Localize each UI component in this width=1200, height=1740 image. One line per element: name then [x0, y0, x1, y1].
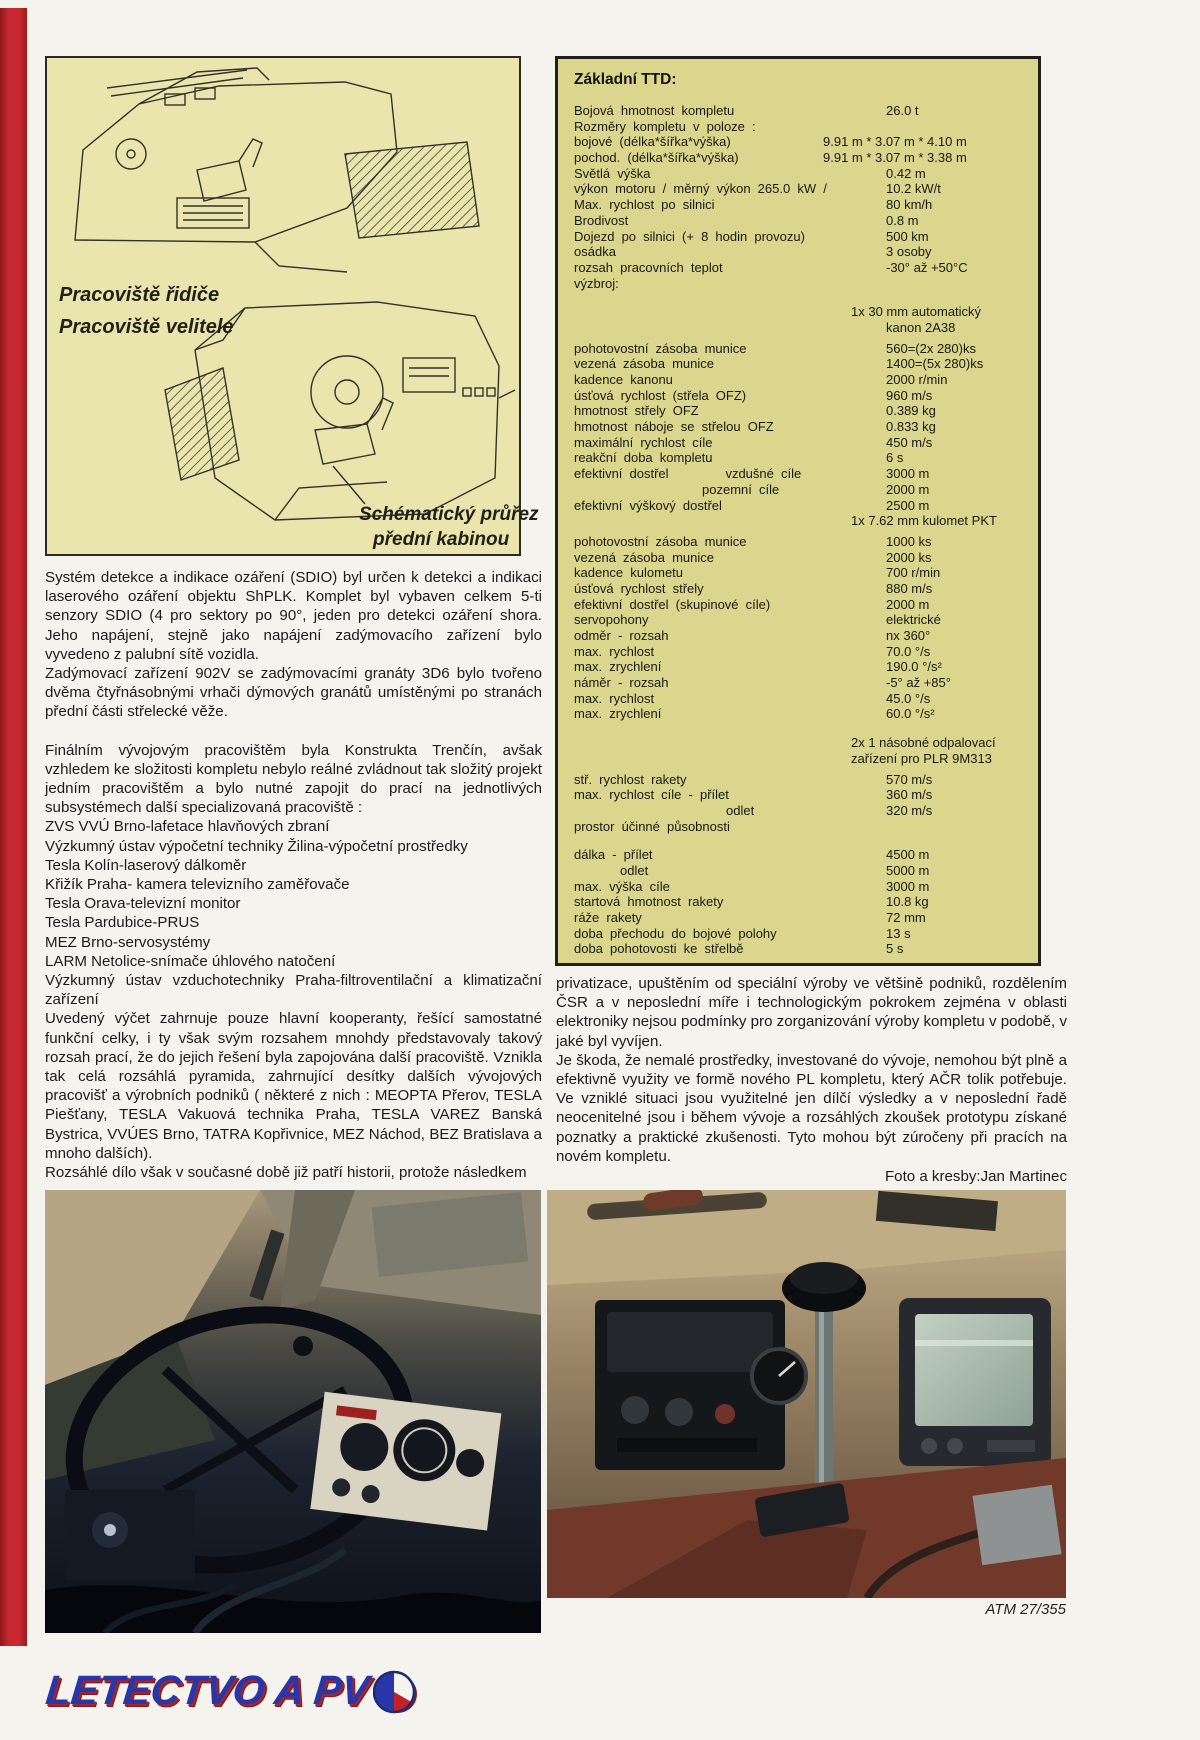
ttd-row: pochod. (délka*šířka*výška) 9.91 m * 3.07 m * 3.38 m: [574, 150, 967, 166]
ttd-row: osádka 3 osoby: [574, 244, 932, 260]
ttd-row: výzbroj:: [574, 275, 619, 291]
logo-text: LETECTVO A PV: [43, 1666, 372, 1713]
ttd-row: odlet 5000 m: [620, 862, 930, 878]
ttd-row: efektivní dostřel (skupinové cíle) 2000 m: [574, 596, 930, 612]
paragraph: Uvedený výčet zahrnuje pouze hlavní kooperanty, řešící samostatné funkční celky, i ty však svým rozsahem mnohdy představovaly takový rozsah prací, že do jejich řešení byla zapojována další pracoviště. Vznikla tak celá rozsáhlá pyramida, zahrnující desítky dalších vývojových pracovišť a výrobních podniků ( některé z nich : MEOPTA Přerov, TESLA Piešťany, TESLA Vakuová technika Praha, TESLA VAREZ Banská Bystrica, VVÚES Brno, TATRA Kopřivnice, MEZ Náchod, BEZ Bratislava a mnoho dalších).: [45, 1010, 542, 1162]
schematic-label-commander: Pracoviště velitele: [59, 316, 234, 338]
ttd-row: pohotovostní zásoba munice 1000 ks: [574, 533, 932, 549]
ttd-row: max. zrychlení 190.0 °/s²: [574, 659, 942, 675]
paragraph: Systém detekce a indikace ozáření (SDIO) byl určen k detekci a indikaci laserového ozáření objektu ShPLK. Komplet byl vybaven celkem 5-ti senzory SDIO (4 pro sektory po 90°, jeden pro detekci ozáření shora. Jeho napájení, stejně jako napájení zadýmovacího zařízení bylo vyvedeno z palubní sítě vozidla.: [45, 569, 542, 663]
schematic-panel: [45, 56, 539, 556]
ttd-row: max. rychlost 70.0 °/s: [574, 643, 931, 659]
ttd-row: úsťová rychlost (střela OFZ) 960 m/s: [574, 387, 933, 403]
ttd-row: úsťová rychlost střely 880 m/s: [574, 580, 933, 596]
ttd-row: prostor účinné působnosti: [574, 818, 730, 834]
photo-control-panels: [547, 1190, 1066, 1598]
ttd-row: pozemní cíle 2000 m: [702, 481, 930, 497]
ttd-rows: [574, 103, 1024, 957]
schematic-label-driver: Pracoviště řidiče: [59, 284, 220, 306]
ttd-row: Brodivost 0.8 m: [574, 212, 919, 228]
paragraph: LARM Netolice-snímače úhlového natočení: [45, 952, 336, 970]
ttd-row: vezená zásoba munice 2000 ks: [574, 549, 932, 565]
ttd-title: Základní TTD:: [574, 71, 677, 88]
right-column: [556, 974, 1067, 1186]
paragraph: Finálním vývojovým pracovištěm byla Konstrukta Trenčín, avšak vzhledem ke složitosti kompletu nebylo reálné zvládnout tak složitý projekt jedním pracovištěm a bylo nutné zapojit do prací na jednotlivých subsystémech další specializovaná pracoviště :: [45, 741, 542, 817]
ttd-row: Bojová hmotnost kompletu 26.0 t: [574, 103, 919, 118]
ttd-row: výkon motoru / měrný výkon 265.0 kW / 10.2 kW/t: [574, 181, 941, 197]
ttd-row: Světlá výška 0.42 m: [574, 165, 926, 181]
ttd-row: odlet 320 m/s: [726, 802, 933, 818]
paragraph: ZVS VVÚ Brno-lafetace hlavňových zbraní: [45, 818, 330, 836]
page-reference: ATM 27/355: [985, 1601, 1066, 1618]
paragraph: Výzkumný ústav výpočetní techniky Žilina-výpočetní prostředky: [45, 837, 468, 855]
ttd-row: zařízení pro PLR 9M313: [851, 750, 992, 766]
photo-credit: Foto a kresby:Jan Martinec: [884, 1168, 1067, 1186]
ttd-row: dálka - přílet 4500 m: [574, 847, 930, 863]
ttd-row: Max. rychlost po silnici 80 km/h: [574, 197, 933, 213]
ttd-row: max. výška cíle 3000 m: [574, 878, 930, 894]
left-column: [45, 568, 542, 1182]
magazine-logo: [43, 1662, 419, 1718]
paragraph: privatizace, upuštěním od speciální výroby ve většině podniků, rozdělením ČSR a v neposlední míře i technologickým pokrokem zejména v oblasti elektroniky nejsou podmínky pro zorganizování výroby kompletu v podobě, v jaké byl vyvíjen.: [556, 975, 1067, 1050]
ttd-row: odměr - rozsah nx 360°: [574, 628, 931, 643]
paragraph: Zadýmovací zařízení 902V se zadýmovacími granáty 3D6 bylo tvořeno dvěma čtyřnásobnými vrhači dýmových granátů umístěnými po stranách přední části střelecké věže.: [45, 665, 542, 721]
ttd-row: bojové (délka*šířka*výška) 9.91 m * 3.07 m * 4.10 m: [574, 134, 967, 150]
ttd-row: efektivní dostřel vzdušné cíle 3000 m: [574, 466, 930, 482]
paragraph: Výzkumný ústav vzduchotechniky Praha-filtroventilační a klimatizační zařízení: [45, 972, 542, 1009]
schematic-label-section-1: Schématický průřez: [359, 504, 539, 525]
ttd-row: ráže rakety 72 mm: [574, 910, 926, 925]
red-margin-bar: [0, 8, 27, 1646]
ttd-row: 1x 30 mm automatický: [851, 304, 982, 320]
paragraph: MEZ Brno-servosystémy: [45, 933, 211, 951]
ttd-row: 2x 1 násobné odpalovací: [851, 735, 996, 751]
ttd-row: reakční doba kompletu 6 s: [574, 450, 904, 466]
ttd-row: vezená zásoba munice 1400=(5x 280)ks: [574, 356, 984, 372]
ttd-row: kadence kanonu 2000 r/min: [574, 372, 948, 387]
ttd-row: startová hmotnost rakety 10.8 kg: [574, 894, 929, 910]
paragraph: Rozsáhlé dílo však v současné době již patří historii, protože následkem: [45, 1164, 527, 1182]
ttd-row: max. rychlost cíle - přílet 360 m/s: [574, 787, 933, 803]
ttd-row: servopohony elektrické: [574, 612, 941, 628]
ttd-row: efektivní výškový dostřel 2500 m: [574, 497, 930, 513]
paragraph: Tesla Orava-televizní monitor: [45, 895, 241, 913]
ttd-row: hmotnost střely OFZ 0.389 kg: [574, 403, 936, 419]
ttd-row: hmotnost náboje se střelou OFZ 0.833 kg: [574, 419, 936, 435]
czech-roundel-icon: [373, 1669, 419, 1715]
ttd-row: pohotovostní zásoba munice 560=(2x 280)ks: [574, 340, 976, 356]
ttd-row: max. rychlost 45.0 °/s: [574, 690, 931, 706]
paragraph: Křižík Praha- kamera televizního zaměřovače: [45, 876, 350, 894]
schematic-label-section-2: přední kabinou: [373, 529, 510, 550]
ttd-row: rozsah pracovních teplot -30° až +50°C: [574, 259, 968, 275]
ttd-row: doba pohotovosti ke střelbě 5 s: [574, 941, 904, 957]
ttd-row: doba přechodu do bojové polohy 13 s: [574, 925, 911, 941]
ttd-row: stř. rychlost rakety 570 m/s: [574, 771, 933, 787]
ttd-row: náměr - rozsah -5° až +85°: [574, 675, 951, 691]
ttd-row: maximální rychlost cíle 450 m/s: [574, 434, 933, 450]
ttd-row: kanon 2A38: [886, 319, 956, 335]
ttd-row: kadence kulometu 700 r/min: [574, 565, 941, 581]
ttd-row: max. zrychlení 60.0 °/s²: [574, 706, 935, 722]
ttd-spec-box: [555, 56, 1041, 966]
ttd-row: Rozměry kompletu v poloze :: [574, 118, 756, 134]
photo-driver-dashboard: [45, 1190, 541, 1633]
paragraph: Tesla Kolín-laserový dálkoměr: [45, 856, 247, 874]
paragraph: Je škoda, že nemalé prostředky, investované do vývoje, nemohou být plně a efektivně využity ve formě nového PL kompletu, který AČR tolik potřebuje. Ve vzniklé situaci jsou využitelné jen dílčí výsledky a v neposlední řadě neocenitelné jsou i během vývoje a rozsáhlých zkoušek prototypu získané poznatky a praktické zkušenosti. Tyto mohou být zúročeny při pracích na novém kompletu.: [556, 1051, 1067, 1165]
paragraph: Tesla Pardubice-PRUS: [45, 914, 200, 932]
ttd-row: 1x 7.62 mm kulomet PKT: [851, 513, 997, 529]
ttd-row: Dojezd po silnici (+ 8 hodin provozu) 500 km: [574, 228, 929, 244]
right-column-paras: [556, 974, 1067, 1166]
